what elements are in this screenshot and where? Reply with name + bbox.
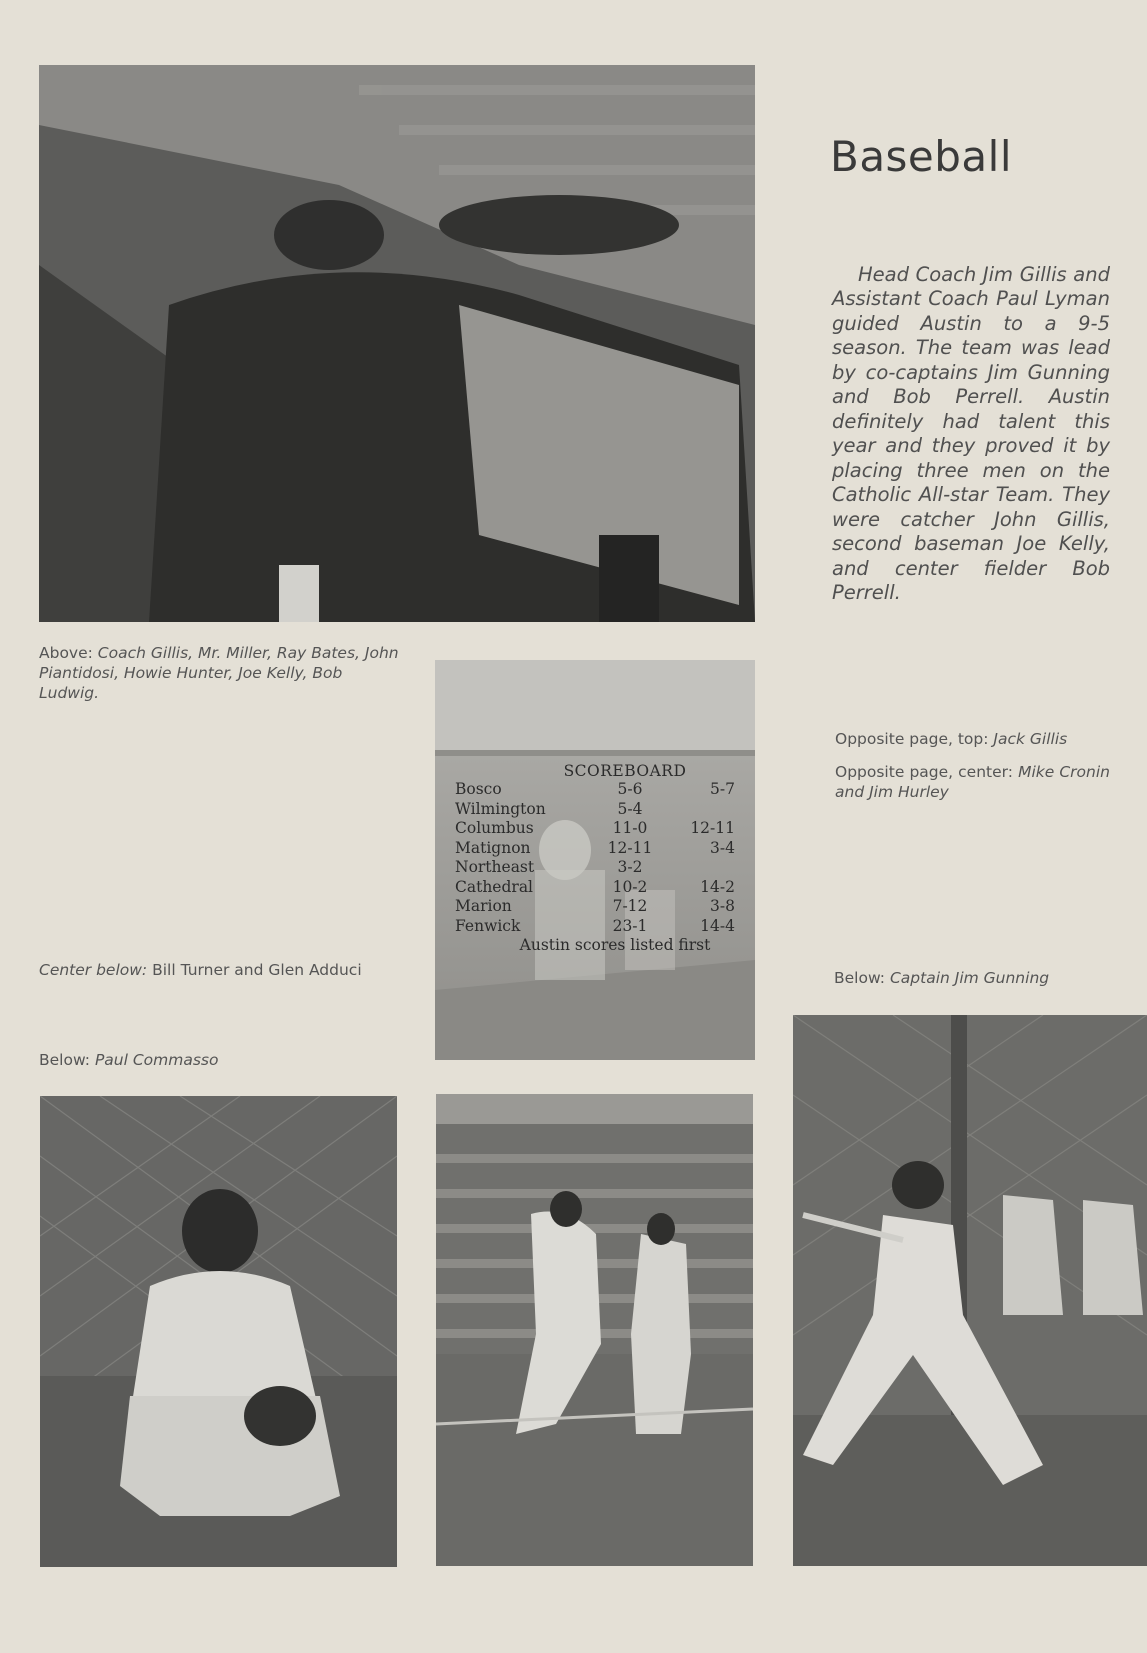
scoreboard-row — [455, 839, 735, 859]
scoreboard-rows — [455, 780, 735, 936]
caption-names: Bill Turner and Glen Adduci — [152, 961, 362, 979]
scoreboard-score-2: 14-2 — [700, 877, 735, 896]
scoreboard-score-1: 5-4 — [617, 799, 643, 818]
caption-lead: Above: — [39, 644, 93, 662]
scoreboard-panel — [435, 660, 755, 1060]
caption-names: Captain Jim Gunning — [889, 969, 1050, 987]
caption-lead: Below: — [39, 1051, 91, 1069]
caption-above — [39, 643, 399, 703]
caption-lead: Center below: — [39, 961, 148, 979]
scoreboard-team: Marion — [455, 897, 512, 915]
scoreboard-score-1: 12-11 — [607, 838, 653, 857]
scoreboard-score-1: 11-0 — [612, 819, 648, 837]
scoreboard-row — [455, 858, 735, 878]
caption-names: Coach Gillis, Mr. Miller, Ray Bates, John Piantidosi, Howie Hunter, Joe Kelly, Bob Ludwig. — [39, 644, 399, 702]
scoreboard-score-2: 5-7 — [710, 780, 735, 798]
scoreboard-score-2: 3-8 — [710, 897, 735, 915]
caption-names: Jack Gillis — [993, 730, 1068, 748]
photo-catcher — [40, 1096, 397, 1567]
caption-opposite-center — [835, 762, 1110, 802]
scoreboard-team: Cathedral — [455, 877, 534, 896]
scoreboard-team: Bosco — [455, 780, 502, 798]
scoreboard-score-1: 7-12 — [612, 897, 648, 915]
scoreboard-team: Wilmington — [455, 799, 546, 818]
scoreboard-team: Fenwick — [455, 916, 521, 935]
scoreboard-row — [455, 780, 735, 800]
photo-batter — [793, 1015, 1147, 1566]
scoreboard-score-1: 3-2 — [617, 858, 643, 876]
scoreboard-row — [455, 819, 735, 839]
photo-two-players — [436, 1094, 753, 1566]
scoreboard-note: Austin scores listed first — [519, 936, 711, 954]
caption-names: Mike Cronin and Jim Hurley — [835, 763, 1110, 801]
caption-opposite-top — [835, 729, 1115, 749]
scoreboard-score-2: 14-4 — [700, 916, 735, 935]
scoreboard-row — [455, 897, 735, 917]
scoreboard-score-1: 23-1 — [612, 916, 648, 935]
photo-bench-coaches-players — [39, 65, 755, 622]
caption-below-left — [39, 1050, 399, 1070]
caption-center-below — [39, 960, 419, 980]
scoreboard-score-2: 12-11 — [690, 819, 735, 837]
caption-lead: Opposite page, center: — [835, 763, 1013, 781]
scoreboard-team: Columbus — [455, 819, 534, 837]
scoreboard-score-2: 3-4 — [710, 838, 735, 857]
caption-lead: Opposite page, top: — [835, 730, 989, 748]
scoreboard-table — [455, 762, 735, 954]
scoreboard-score-1: 5-6 — [617, 780, 643, 798]
caption-lead: Below: — [834, 969, 886, 987]
caption-names: Paul Commasso — [94, 1051, 219, 1069]
scoreboard-row — [455, 878, 735, 898]
scoreboard-row — [455, 800, 735, 820]
scoreboard-row — [455, 917, 735, 937]
page-title: Baseball — [830, 132, 1013, 182]
scoreboard-heading: SCOREBOARD — [563, 762, 687, 780]
story-paragraph: Head Coach Jim Gillis and Assistant Coach Paul Lyman guided Austin to a 9-5 season. The team was lead by co-captains Jim Gunning and Bob Perrell. Austin definitely had talent this year and they proved it by placing three men on the Catholic All-star Team. They were catcher John Gillis, second baseman Joe Kelly, and center fielder Bob Perrell. — [832, 262, 1110, 604]
scoreboard-team: Northeast — [455, 858, 535, 876]
scoreboard-score-1: 10-2 — [612, 877, 648, 896]
scoreboard-team: Matignon — [455, 838, 531, 857]
caption-below-right — [834, 968, 1114, 988]
